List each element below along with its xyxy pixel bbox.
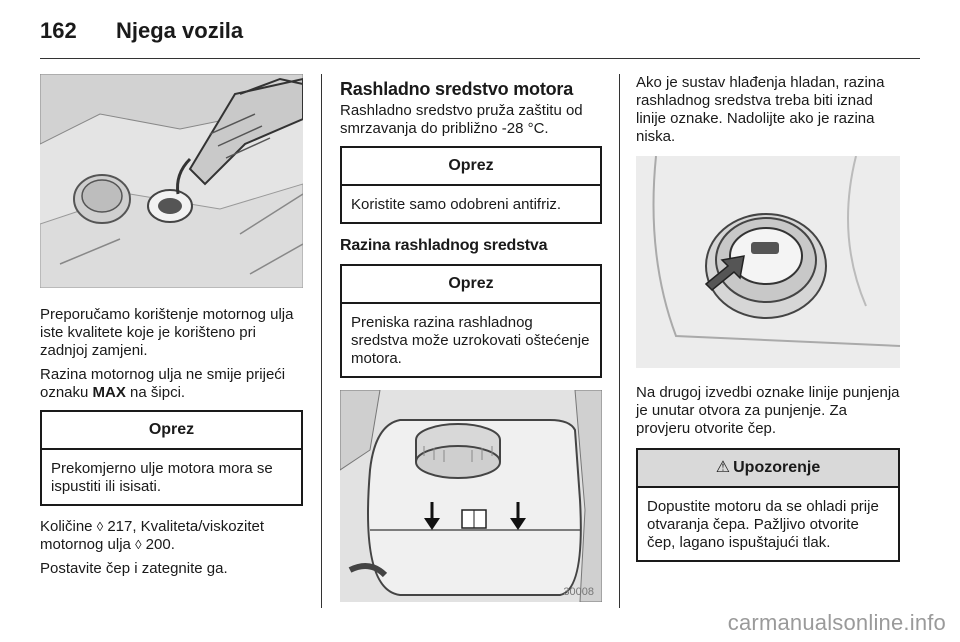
- warning-title: Upozorenje: [733, 459, 821, 476]
- references-paragraph: Količine ◊ 217, Kvaliteta/viskozitet motornog ulja ◊ 200.: [40, 518, 265, 553]
- oil-quality-paragraph: Preporučamo korištenje motornog ulja iste kvalitete koje je korišteno pri zadnjoj zamjeni.: [40, 306, 294, 359]
- coolant-heading: Rashladno sredstvo motora: [340, 79, 574, 99]
- warning-triangle-icon: ⚠: [715, 459, 731, 476]
- header-rule: [40, 58, 920, 59]
- warning-text: Dopustite motoru da se ohladi prije otvaranja čepa. Pažljivo otvorite čep, lagano ispuštajući tlak.: [647, 498, 879, 551]
- caution-title: Oprez: [342, 148, 600, 186]
- caution-box-antifreeze: [340, 146, 602, 224]
- caution-text: Preniska razina rashladnog sredstva može uzrokovati oštećenje motora.: [351, 314, 590, 367]
- cap-paragraph: Postavite čep i zategnite ga.: [40, 560, 228, 577]
- page-ref-link[interactable]: 217: [107, 518, 133, 535]
- coolant-level-paragraph: Ako je sustav hlađenja hladan, razina rashladnog sredstva treba biti iznad linije oznake. Nadolijte ako je razina niska.: [636, 74, 885, 145]
- caution-box-low-coolant: [340, 264, 602, 378]
- coolant-level-subheading: Razina rashladnog sredstva: [340, 237, 548, 254]
- column-left: [40, 74, 303, 584]
- image-code: 30008: [563, 586, 594, 598]
- page-section-title: Njega vozila: [116, 18, 244, 43]
- caution-box-oil: [40, 410, 303, 506]
- coolant-reservoir-illustration: [340, 390, 602, 602]
- warning-box: [636, 448, 900, 562]
- column-right: [636, 74, 900, 574]
- caution-text: Koristite samo odobreni antifriz.: [351, 196, 562, 213]
- caution-title: Oprez: [42, 412, 301, 450]
- filler-line-paragraph: Na drugoj izvedbi oznake linije punjenja je unutar otvora za punjenje. Za provjeru otvorite čep.: [636, 384, 900, 437]
- filler-opening-illustration: [636, 156, 900, 368]
- watermark: carmanualsonline.info: [727, 610, 946, 635]
- column-divider-right: [619, 74, 620, 608]
- page-number: 162: [40, 18, 77, 43]
- column-divider-left: [321, 74, 322, 608]
- oil-level-paragraph: Razina motornog ulja ne smije prijeći oznaku MAX na šipci.: [40, 366, 286, 401]
- page-ref-link[interactable]: 200: [145, 536, 171, 553]
- column-middle: [340, 74, 602, 602]
- warning-header: [638, 450, 898, 488]
- coolant-intro: Rashladno sredstvo pruža zaštitu od smrzavanja do približno -28 °C.: [340, 102, 583, 137]
- page-ref-icon: ◊: [135, 537, 142, 552]
- max-mark: MAX: [92, 384, 126, 401]
- oil-filling-illustration: [40, 74, 303, 288]
- page-ref-icon: ◊: [96, 519, 104, 534]
- caution-title: Oprez: [342, 266, 600, 304]
- caution-text: Prekomjerno ulje motora mora se ispustiti ili isisati.: [51, 460, 273, 495]
